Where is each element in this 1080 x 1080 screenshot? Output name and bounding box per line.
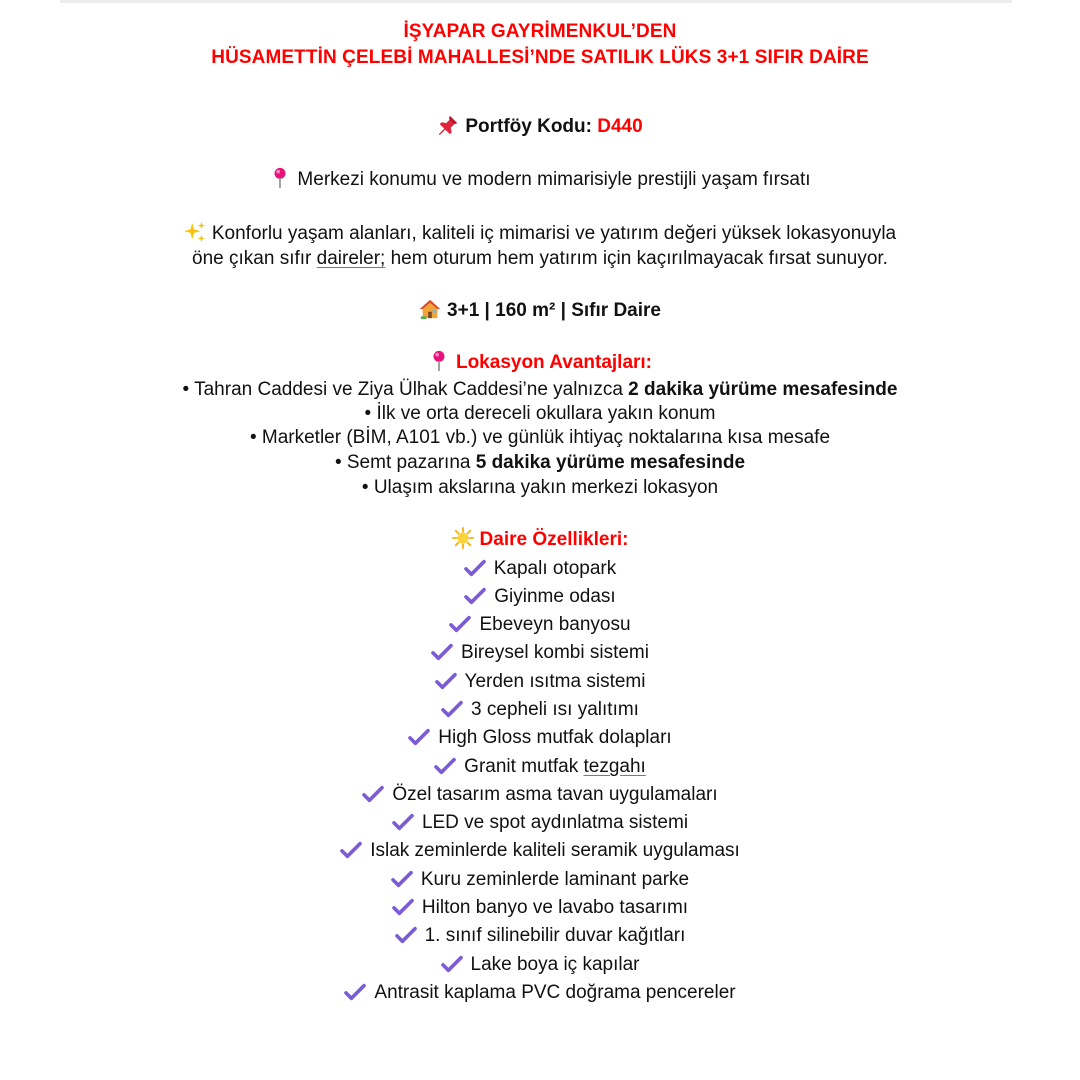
location-item-text: • İlk ve orta dereceli okullara yakın konum xyxy=(364,403,716,424)
location-item-text: • Marketler (BİM, A101 vb.) ve günlük ihtiyaç noktalarına kısa mesafe xyxy=(249,427,831,448)
location-item xyxy=(0,426,1080,450)
feature-item-text: 3 cepheli ısı yalıtımı xyxy=(471,699,639,720)
feature-item-text: 1. sınıf silinebilir duvar kağıtları xyxy=(424,925,686,946)
location-item xyxy=(0,476,1080,500)
summary-text: 3+1 | 160 m² | Sıfır Daire xyxy=(447,300,661,321)
feature-item xyxy=(0,981,1080,1005)
feature-item xyxy=(0,896,1080,920)
location-item xyxy=(0,402,1080,426)
check-mark-icon xyxy=(441,955,463,973)
feature-item xyxy=(0,868,1080,892)
feature-item xyxy=(0,755,1080,779)
feature-item-text: Lake boya iç kapılar xyxy=(470,954,640,975)
round-pushpin-icon xyxy=(428,350,450,372)
location-item xyxy=(0,451,1080,475)
check-mark-icon xyxy=(431,643,453,661)
portfolio-label: Portföy Kodu: xyxy=(465,116,592,137)
features-heading-text: Daire Özellikleri: xyxy=(479,529,629,550)
check-mark-icon xyxy=(441,700,463,718)
feature-item xyxy=(0,557,1080,581)
location-item-text: • Tahran Caddesi ve Ziya Ülhak Caddesi’ne yalnızca xyxy=(182,379,629,400)
check-mark-icon xyxy=(449,615,471,633)
feature-item-text: High Gloss mutfak dolapları xyxy=(438,727,672,748)
title-line-2: HÜSAMETTİN ÇELEBİ MAHALLESİ’NDE SATILIK LÜKS 3+1 SIFIR DAİRE xyxy=(211,47,869,68)
check-mark-icon xyxy=(391,870,413,888)
location-item-bold: 2 dakika yürüme mesafesinde xyxy=(628,379,898,400)
location-heading-text: Lokasyon Avantajları: xyxy=(455,352,653,373)
feature-item-text: Antrasit kaplama PVC doğrama pencereler xyxy=(374,982,736,1003)
feature-item xyxy=(0,641,1080,665)
check-mark-icon xyxy=(434,757,456,775)
title-line-1: İŞYAPAR GAYRİMENKUL’DEN xyxy=(403,21,677,42)
feature-item xyxy=(0,585,1080,609)
location-item-bold: 5 dakika yürüme mesafesinde xyxy=(475,452,746,473)
check-mark-icon xyxy=(435,672,457,690)
location-item-text: • Ulaşım akslarına yakın merkezi lokasyon xyxy=(361,477,719,498)
check-mark-icon xyxy=(340,841,362,859)
feature-item-text: Islak zeminlerde kaliteli seramik uygulaması xyxy=(370,840,740,861)
feature-item-text: Yerden ısıtma sistemi xyxy=(464,671,646,692)
description-text-2-post: hem oturum hem yatırım için kaçırılmayacak fırsat sunuyor. xyxy=(385,248,888,269)
check-mark-icon xyxy=(344,983,366,1001)
feature-item-text: Giyinme odası xyxy=(494,586,616,607)
pushpin-icon xyxy=(437,114,459,136)
description-line-2 xyxy=(0,247,1080,271)
check-mark-icon xyxy=(408,728,430,746)
feature-item xyxy=(0,811,1080,835)
location-heading xyxy=(0,350,1080,375)
feature-item-text: Özel tasarım asma tavan uygulamaları xyxy=(392,784,718,805)
feature-underlined-word: tezgahı xyxy=(583,756,646,777)
feature-item xyxy=(0,726,1080,750)
feature-item xyxy=(0,613,1080,637)
features-heading xyxy=(0,527,1080,552)
portfolio-code-line xyxy=(0,114,1080,139)
feature-item xyxy=(0,670,1080,694)
feature-item-text: LED ve spot aydınlatma sistemi xyxy=(421,812,689,833)
feature-item xyxy=(0,953,1080,977)
sparkles-icon xyxy=(184,221,206,243)
feature-item-text: Hilton banyo ve lavabo tasarımı xyxy=(421,897,689,918)
feature-item xyxy=(0,698,1080,722)
sun-icon xyxy=(452,527,474,549)
feature-item xyxy=(0,839,1080,863)
description-line-1 xyxy=(0,221,1080,246)
feature-item-text: Ebeveyn banyosu xyxy=(479,614,631,635)
summary-line xyxy=(0,298,1080,323)
check-mark-icon xyxy=(464,559,486,577)
description-text-1: Konforlu yaşam alanları, kaliteli iç mimarisi ve yatırım değeri yüksek lokasyonuyla xyxy=(211,223,897,244)
location-item-text: • Semt pazarına xyxy=(334,452,476,473)
round-pushpin-icon xyxy=(269,167,291,189)
feature-item-text: Kapalı otopark xyxy=(493,558,617,579)
description-text-2-pre: öne çıkan sıfır xyxy=(192,248,317,269)
check-mark-icon xyxy=(464,587,486,605)
check-mark-icon xyxy=(392,813,414,831)
tagline-text: Merkezi konumu ve modern mimarisiyle prestijli yaşam fırsatı xyxy=(297,169,811,190)
feature-item-text: Kuru zeminlerde laminant parke xyxy=(420,869,690,890)
tagline xyxy=(0,167,1080,192)
feature-item xyxy=(0,783,1080,807)
top-divider xyxy=(60,0,1012,3)
portfolio-code: D440 xyxy=(597,116,643,137)
description-underlined-word: daireler; xyxy=(316,248,386,269)
feature-item-text: Granit mutfak xyxy=(464,756,584,777)
house-icon xyxy=(419,298,441,320)
feature-item-text: Bireysel kombi sistemi xyxy=(461,642,649,663)
check-mark-icon xyxy=(392,898,414,916)
feature-item xyxy=(0,924,1080,948)
location-item xyxy=(0,378,1080,402)
check-mark-icon xyxy=(362,785,384,803)
check-mark-icon xyxy=(395,926,417,944)
